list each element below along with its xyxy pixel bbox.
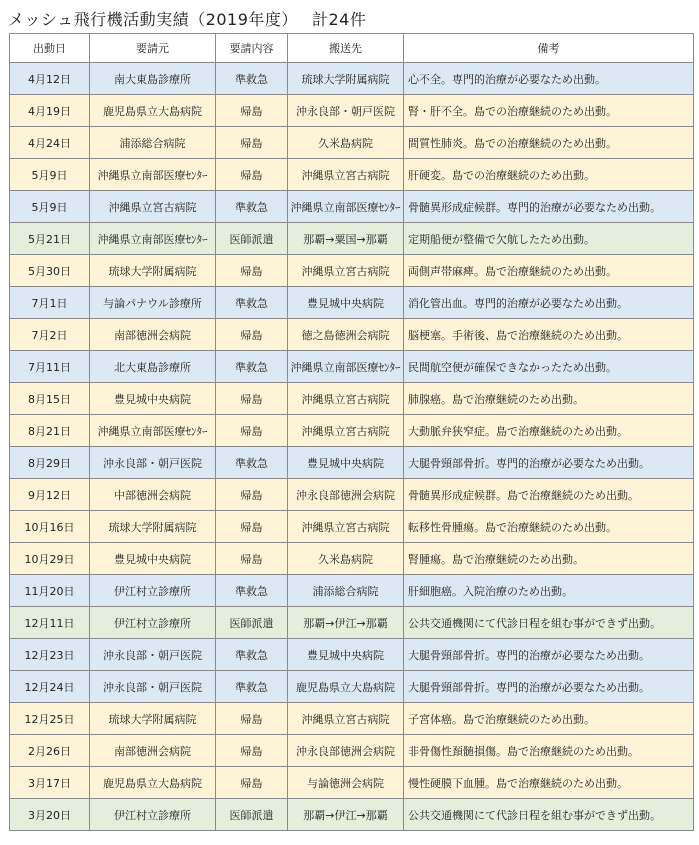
- table-row: [10, 511, 694, 543]
- cell-request-type: 帰島: [216, 383, 288, 415]
- cell-request-type: 準救急: [216, 191, 288, 223]
- cell-note: 肝硬変。島での治療継続のため出動。: [404, 159, 694, 191]
- cell-requester: 中部徳洲会病院: [90, 479, 216, 511]
- cell-date: 10月16日: [10, 511, 90, 543]
- cell-note: 大腿骨頸部骨折。専門的治療が必要なため出動。: [404, 447, 694, 479]
- cell-request-type: 帰島: [216, 159, 288, 191]
- cell-requester: 南部徳洲会病院: [90, 735, 216, 767]
- cell-destination: 与論徳洲会病院: [288, 767, 404, 799]
- cell-requester: 沖永良部・朝戸医院: [90, 447, 216, 479]
- table-row: [10, 639, 694, 671]
- cell-note: 定期船便が整備で欠航したため出動。: [404, 223, 694, 255]
- cell-destination: 久米島病院: [288, 127, 404, 159]
- cell-date: 5月9日: [10, 191, 90, 223]
- cell-request-type: 帰島: [216, 415, 288, 447]
- cell-note: 脳梗塞。手術後、島で治療継続のため出動。: [404, 319, 694, 351]
- cell-request-type: 帰島: [216, 543, 288, 575]
- table-row: [10, 447, 694, 479]
- cell-request-type: 帰島: [216, 767, 288, 799]
- cell-note: 骨髄異形成症候群。島で治療継続のため出動。: [404, 479, 694, 511]
- cell-note: 肺腺癌。島で治療継続のため出動。: [404, 383, 694, 415]
- cell-date: 12月11日: [10, 607, 90, 639]
- cell-note: 大腿骨頸部骨折。専門的治療が必要なため出動。: [404, 671, 694, 703]
- cell-note: 心不全。専門的治療が必要なため出動。: [404, 63, 694, 95]
- cell-note: 両側声帯麻痺。島で治療継続のため出動。: [404, 255, 694, 287]
- table-body: [10, 63, 694, 831]
- cell-requester: 伊江村立診療所: [90, 607, 216, 639]
- cell-date: 8月21日: [10, 415, 90, 447]
- cell-date: 12月24日: [10, 671, 90, 703]
- header-date: 出動日: [10, 34, 90, 63]
- cell-request-type: 帰島: [216, 703, 288, 735]
- cell-request-type: 準救急: [216, 63, 288, 95]
- cell-note: 間質性肺炎。島での治療継続のため出動。: [404, 127, 694, 159]
- cell-note: 肝細胞癌。入院治療のため出動。: [404, 575, 694, 607]
- table-row: [10, 543, 694, 575]
- cell-requester: 沖縄県立宮古病院: [90, 191, 216, 223]
- cell-requester: 与論パナウル診療所: [90, 287, 216, 319]
- cell-requester: 琉球大学附属病院: [90, 703, 216, 735]
- header-request-type: 要請内容: [216, 34, 288, 63]
- cell-note: 骨髄異形成症候群。専門的治療が必要なため出動。: [404, 191, 694, 223]
- cell-requester: 沖永良部・朝戸医院: [90, 671, 216, 703]
- cell-date: 5月30日: [10, 255, 90, 287]
- table-row: [10, 383, 694, 415]
- cell-note: 公共交通機関にて代診日程を組む事ができず出動。: [404, 607, 694, 639]
- cell-request-type: 帰島: [216, 95, 288, 127]
- table-row: [10, 159, 694, 191]
- cell-destination: 浦添総合病院: [288, 575, 404, 607]
- table-row: [10, 479, 694, 511]
- cell-date: 5月21日: [10, 223, 90, 255]
- cell-date: 8月15日: [10, 383, 90, 415]
- cell-destination: 那覇→粟国→那覇: [288, 223, 404, 255]
- cell-request-type: 医師派遣: [216, 607, 288, 639]
- cell-requester: 北大東島診療所: [90, 351, 216, 383]
- cell-date: 4月12日: [10, 63, 90, 95]
- cell-destination: 琉球大学附属病院: [288, 63, 404, 95]
- cell-note: 腎腫瘍。島で治療継続のため出動。: [404, 543, 694, 575]
- cell-requester: 鹿児島県立大島病院: [90, 95, 216, 127]
- cell-destination: 豊見城中央病院: [288, 639, 404, 671]
- cell-request-type: 準救急: [216, 351, 288, 383]
- cell-note: 公共交通機関にて代診日程を組む事ができず出動。: [404, 799, 694, 831]
- cell-destination: 久米島病院: [288, 543, 404, 575]
- cell-note: 大動脈弁狭窄症。島で治療継続のため出動。: [404, 415, 694, 447]
- cell-date: 8月29日: [10, 447, 90, 479]
- cell-requester: 沖縄県立南部医療ｾﾝﾀｰ: [90, 415, 216, 447]
- cell-date: 12月23日: [10, 639, 90, 671]
- cell-request-type: 帰島: [216, 735, 288, 767]
- cell-requester: 鹿児島県立大島病院: [90, 767, 216, 799]
- cell-destination: 沖縄県立南部医療ｾﾝﾀｰ: [288, 351, 404, 383]
- table-row: [10, 255, 694, 287]
- cell-note: 転移性骨腫瘍。島で治療継続のため出動。: [404, 511, 694, 543]
- cell-note: 大腿骨頸部骨折。専門的治療が必要なため出動。: [404, 639, 694, 671]
- cell-destination: 徳之島徳洲会病院: [288, 319, 404, 351]
- cell-requester: 豊見城中央病院: [90, 543, 216, 575]
- table-row: [10, 703, 694, 735]
- table-row: [10, 735, 694, 767]
- cell-destination: 沖縄県立宮古病院: [288, 159, 404, 191]
- cell-requester: 伊江村立診療所: [90, 799, 216, 831]
- table-row: [10, 319, 694, 351]
- table-row: [10, 671, 694, 703]
- cell-destination: 沖縄県立宮古病院: [288, 703, 404, 735]
- cell-destination: 那覇→伊江→那覇: [288, 799, 404, 831]
- cell-date: 7月2日: [10, 319, 90, 351]
- cell-requester: 豊見城中央病院: [90, 383, 216, 415]
- cell-date: 12月25日: [10, 703, 90, 735]
- cell-note: 子宮体癌。島で治療継続のため出動。: [404, 703, 694, 735]
- cell-destination: 沖縄県立宮古病院: [288, 255, 404, 287]
- header-destination: 搬送先: [288, 34, 404, 63]
- cell-request-type: 準救急: [216, 639, 288, 671]
- cell-date: 4月24日: [10, 127, 90, 159]
- cell-requester: 沖縄県立南部医療ｾﾝﾀｰ: [90, 223, 216, 255]
- table-row: [10, 799, 694, 831]
- cell-destination: 豊見城中央病院: [288, 287, 404, 319]
- cell-destination: 沖縄県立宮古病院: [288, 383, 404, 415]
- cell-requester: 琉球大学附属病院: [90, 511, 216, 543]
- cell-date: 9月12日: [10, 479, 90, 511]
- table-row: [10, 351, 694, 383]
- cell-destination: 沖永良部・朝戸医院: [288, 95, 404, 127]
- cell-request-type: 帰島: [216, 511, 288, 543]
- cell-date: 10月29日: [10, 543, 90, 575]
- cell-note: 消化管出血。専門的治療が必要なため出動。: [404, 287, 694, 319]
- cell-date: 4月19日: [10, 95, 90, 127]
- cell-request-type: 帰島: [216, 319, 288, 351]
- cell-requester: 南部徳洲会病院: [90, 319, 216, 351]
- cell-request-type: 医師派遣: [216, 799, 288, 831]
- cell-requester: 沖縄県立南部医療ｾﾝﾀｰ: [90, 159, 216, 191]
- cell-date: 3月17日: [10, 767, 90, 799]
- table-row: [10, 575, 694, 607]
- table-row: [10, 607, 694, 639]
- cell-request-type: 準救急: [216, 671, 288, 703]
- cell-note: 非骨傷性頚髄損傷。島で治療継続のため出動。: [404, 735, 694, 767]
- cell-destination: 鹿児島県立大島病院: [288, 671, 404, 703]
- cell-destination: 沖縄県立宮古病院: [288, 511, 404, 543]
- header-requester: 要請元: [90, 34, 216, 63]
- table-row: [10, 415, 694, 447]
- cell-request-type: 準救急: [216, 575, 288, 607]
- activity-table: [9, 33, 694, 831]
- table-row: [10, 63, 694, 95]
- cell-request-type: 医師派遣: [216, 223, 288, 255]
- cell-requester: 伊江村立診療所: [90, 575, 216, 607]
- header-row: [10, 34, 694, 63]
- cell-destination: 豊見城中央病院: [288, 447, 404, 479]
- cell-requester: 琉球大学附属病院: [90, 255, 216, 287]
- table-row: [10, 191, 694, 223]
- cell-request-type: 帰島: [216, 479, 288, 511]
- cell-date: 3月20日: [10, 799, 90, 831]
- cell-date: 7月11日: [10, 351, 90, 383]
- cell-note: 腎・肝不全。島での治療継続のため出動。: [404, 95, 694, 127]
- cell-request-type: 準救急: [216, 447, 288, 479]
- table-row: [10, 287, 694, 319]
- cell-destination: 沖永良部徳洲会病院: [288, 735, 404, 767]
- header-notes: 備考: [404, 34, 694, 63]
- cell-destination: 沖永良部徳洲会病院: [288, 479, 404, 511]
- table-row: [10, 223, 694, 255]
- table-row: [10, 95, 694, 127]
- cell-request-type: 帰島: [216, 127, 288, 159]
- cell-note: 民間航空便が確保できなかったため出動。: [404, 351, 694, 383]
- cell-requester: 南大東島診療所: [90, 63, 216, 95]
- table-row: [10, 127, 694, 159]
- cell-destination: 沖縄県立南部医療ｾﾝﾀｰ: [288, 191, 404, 223]
- cell-date: 11月20日: [10, 575, 90, 607]
- cell-destination: 那覇→伊江→那覇: [288, 607, 404, 639]
- cell-request-type: 準救急: [216, 287, 288, 319]
- cell-request-type: 帰島: [216, 255, 288, 287]
- cell-destination: 沖縄県立宮古病院: [288, 415, 404, 447]
- cell-date: 2月26日: [10, 735, 90, 767]
- cell-note: 慢性硬膜下血腫。島で治療継続のため出動。: [404, 767, 694, 799]
- table-row: [10, 767, 694, 799]
- cell-requester: 沖永良部・朝戸医院: [90, 639, 216, 671]
- cell-date: 5月9日: [10, 159, 90, 191]
- cell-date: 7月1日: [10, 287, 90, 319]
- cell-requester: 浦添総合病院: [90, 127, 216, 159]
- page-title: メッシュ飛行機活動実績（2019年度） 計24件: [8, 10, 367, 29]
